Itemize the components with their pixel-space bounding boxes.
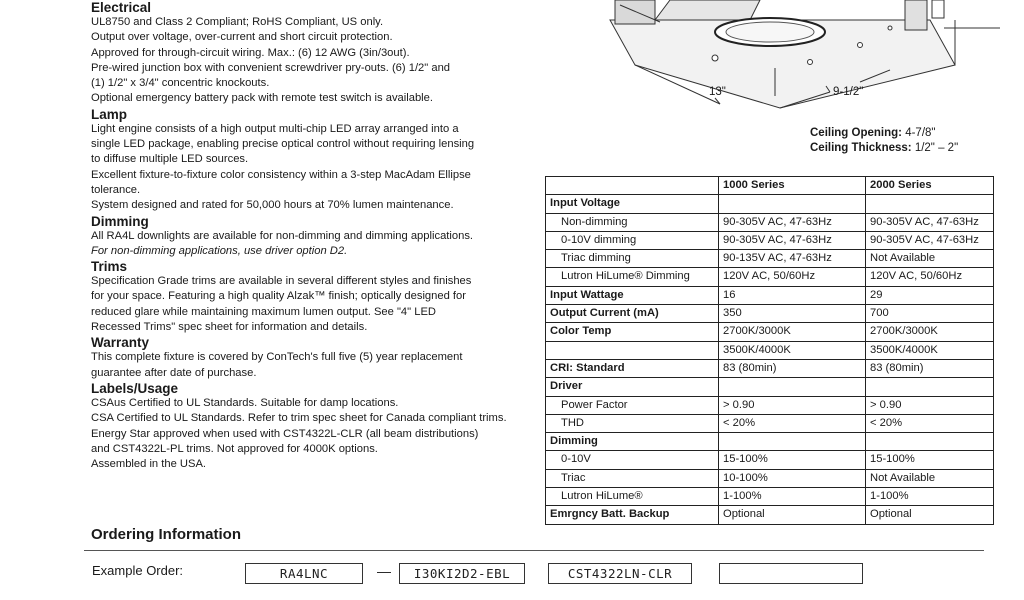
section-dimming — [91, 214, 531, 260]
order-box-light-engine: I30KI2D2-EBL — [399, 563, 525, 584]
section-text-line: Approved for through-circuit wiring. Max.: (6) 12 AWG (3in/3out). — [91, 46, 410, 59]
spec-header-2000-series: 2000 Series — [866, 177, 994, 195]
section-text-line: for your space. Featuring a high quality Alzak™ finish; optically designed for — [91, 290, 466, 303]
spec-label: Power Factor — [546, 396, 719, 414]
spec-label — [546, 341, 719, 359]
spec-label: 0-10V dimming — [546, 231, 719, 249]
section-text-line: Optional emergency battery pack with remote test switch is available. — [91, 92, 433, 105]
spec-label: Lutron HiLume® — [546, 488, 719, 506]
spec-value-1000: 90-305V AC, 47-63Hz — [719, 231, 866, 249]
spec-value-2000: 90-305V AC, 47-63Hz — [866, 213, 994, 231]
section-text-line: Assembled in the USA. — [91, 458, 207, 471]
section-text-line: Recessed Trims" spec sheet for information and details. — [91, 321, 368, 334]
spec-label: Driver — [546, 378, 719, 396]
section-text-line: guarantee after date of purchase. — [91, 366, 257, 379]
spec-value-1000: 10-100% — [719, 469, 866, 487]
spec-value-2000: 2700K/3000K — [866, 323, 994, 341]
spec-row — [546, 250, 994, 268]
spec-row — [546, 378, 994, 396]
spec-value-2000: 29 — [866, 286, 994, 304]
spec-row — [546, 231, 994, 249]
spec-row — [546, 451, 994, 469]
spec-value-1000: 3500K/4000K — [719, 341, 866, 359]
section-warranty — [91, 335, 531, 381]
spec-value-1000: 2700K/3000K — [719, 323, 866, 341]
section-heading: Trims — [91, 259, 128, 275]
spec-row — [546, 323, 994, 341]
section-text-line: (1) 1/2" x 3/4" concentric knockouts. — [91, 77, 270, 90]
spec-value-2000 — [866, 195, 994, 213]
spec-label: Triac dimming — [546, 250, 719, 268]
spec-value-1000: 83 (80min) — [719, 359, 866, 377]
ordering-title: Ordering Information — [91, 526, 241, 543]
spec-value-2000: Optional — [866, 506, 994, 524]
section-text-line: For non-dimming applications, use driver option D2. — [91, 244, 348, 257]
section-heading: Dimming — [91, 213, 149, 229]
dimension-length: 13" — [709, 86, 726, 98]
section-trims — [91, 259, 531, 335]
spec-value-2000: 1-100% — [866, 488, 994, 506]
fixture-housing-drawing — [560, 0, 1000, 112]
section-labels-usage — [91, 381, 531, 472]
section-text-line: All RA4L downlights are available for non-dimming and dimming applications. — [91, 229, 474, 242]
section-text-line: UL8750 and Class 2 Compliant; RoHS Compliant, US only. — [91, 16, 384, 28]
ceiling-specs — [810, 126, 958, 156]
spec-row — [546, 414, 994, 432]
spec-label: Input Wattage — [546, 286, 719, 304]
spec-value-1000: > 0.90 — [719, 396, 866, 414]
spec-value-1000: 90-305V AC, 47-63Hz — [719, 213, 866, 231]
spec-label: 0-10V — [546, 451, 719, 469]
section-heading: Electrical — [91, 0, 152, 15]
ceiling-thickness-label: Ceiling Thickness: — [810, 142, 912, 154]
spec-text-column — [91, 0, 531, 472]
section-heading: Labels/Usage — [91, 380, 179, 396]
spec-value-2000: < 20% — [866, 414, 994, 432]
section-text-line: Energy Star approved when used with CST4322L-CLR (all beam distributions) — [91, 427, 479, 440]
section-text-line: System designed and rated for 50,000 hours at 70% lumen maintenance. — [91, 199, 454, 212]
ceiling-opening-value: 4-7/8" — [905, 127, 936, 139]
section-text-line: Light engine consists of a high output multi-chip LED array arranged into a — [91, 122, 459, 135]
spec-value-2000: 90-305V AC, 47-63Hz — [866, 231, 994, 249]
spec-row — [546, 268, 994, 286]
spec-table-header — [546, 177, 994, 195]
spec-row — [546, 213, 994, 231]
spec-value-1000: < 20% — [719, 414, 866, 432]
spec-value-1000: Optional — [719, 506, 866, 524]
spec-value-2000: Not Available — [866, 250, 994, 268]
spec-header-blank — [546, 177, 719, 195]
spec-value-2000: 120V AC, 50/60Hz — [866, 268, 994, 286]
section-lamp — [91, 107, 531, 214]
ceiling-opening-line — [810, 126, 958, 141]
order-box-option — [719, 563, 863, 584]
spec-value-1000: 120V AC, 50/60Hz — [719, 268, 866, 286]
spec-value-1000 — [719, 378, 866, 396]
section-text-line: CSA Certified to UL Standards. Refer to trim spec sheet for Canada compliant trims. — [91, 412, 507, 425]
divider — [84, 550, 984, 551]
spec-table — [545, 176, 994, 525]
section-text-line: This complete fixture is covered by ConTech's full five (5) year replacement — [91, 351, 463, 364]
spec-value-2000: > 0.90 — [866, 396, 994, 414]
section-text-line: Pre-wired junction box with convenient screwdriver pry-outs. (6) 1/2" and — [91, 61, 451, 74]
spec-header-1000-series: 1000 Series — [719, 177, 866, 195]
spec-value-2000: Not Available — [866, 469, 994, 487]
spec-label: Triac — [546, 469, 719, 487]
dimension-width: 9-1/2" — [833, 86, 864, 98]
ceiling-thickness-value: 1/2" – 2" — [914, 142, 959, 154]
order-separator: — — [377, 563, 391, 579]
spec-row — [546, 359, 994, 377]
spec-value-2000: 83 (80min) — [866, 359, 994, 377]
spec-label: Output Current (mA) — [546, 305, 719, 323]
spec-row — [546, 195, 994, 213]
spec-label: CRI: Standard — [546, 359, 719, 377]
spec-value-1000: 16 — [719, 286, 866, 304]
spec-row — [546, 341, 994, 359]
ceiling-thickness-line — [810, 141, 958, 156]
spec-label: Non-dimming — [546, 213, 719, 231]
spec-row — [546, 469, 994, 487]
spec-label: Dimming — [546, 433, 719, 451]
spec-label: Input Voltage — [546, 195, 719, 213]
section-text-line: and CST4322L-PL trims. Not approved for 4000K options. — [91, 442, 378, 455]
spec-label: Emrgncy Batt. Backup — [546, 506, 719, 524]
section-text-line: to diffuse multiple LED sources. — [91, 153, 249, 166]
spec-value-2000 — [866, 378, 994, 396]
spec-value-1000: 90-135V AC, 47-63Hz — [719, 250, 866, 268]
spec-value-2000: 15-100% — [866, 451, 994, 469]
section-text-line: Output over voltage, over-current and short circuit protection. — [91, 31, 393, 44]
section-text-line: Specification Grade trims are available in several different styles and finishes — [91, 275, 472, 288]
spec-row — [546, 396, 994, 414]
section-text-line: Excellent fixture-to-fixture color consistency within a 3-step MacAdam Ellipse — [91, 168, 471, 181]
spec-row — [546, 305, 994, 323]
example-order-label: Example Order: — [92, 563, 184, 578]
spec-value-1000: 15-100% — [719, 451, 866, 469]
spec-value-1000 — [719, 433, 866, 451]
spec-row — [546, 488, 994, 506]
spec-row — [546, 506, 994, 524]
section-text-line: reduced glare while maintaining maximum lumen output. See "4" LED — [91, 305, 436, 318]
spec-value-2000 — [866, 433, 994, 451]
section-text-line: CSAus Certified to UL Standards. Suitable for damp locations. — [91, 396, 399, 409]
order-box-trim: CST4322LN-CLR — [548, 563, 692, 584]
spec-row — [546, 433, 994, 451]
spec-value-1000 — [719, 195, 866, 213]
spec-value-2000: 3500K/4000K — [866, 341, 994, 359]
spec-row — [546, 286, 994, 304]
spec-label: THD — [546, 414, 719, 432]
ceiling-opening-label: Ceiling Opening: — [810, 127, 902, 139]
order-box-housing: RA4LNC — [245, 563, 363, 584]
section-text-line: tolerance. — [91, 183, 141, 196]
section-heading: Lamp — [91, 106, 128, 122]
spec-value-1000: 1-100% — [719, 488, 866, 506]
section-heading: Warranty — [91, 335, 150, 351]
spec-value-1000: 350 — [719, 305, 866, 323]
spec-value-2000: 700 — [866, 305, 994, 323]
section-text-line: single LED package, enabling precise optical control without requiring lensing — [91, 138, 475, 151]
section-electrical — [91, 0, 531, 107]
spec-label: Lutron HiLume® Dimming — [546, 268, 719, 286]
spec-label: Color Temp — [546, 323, 719, 341]
